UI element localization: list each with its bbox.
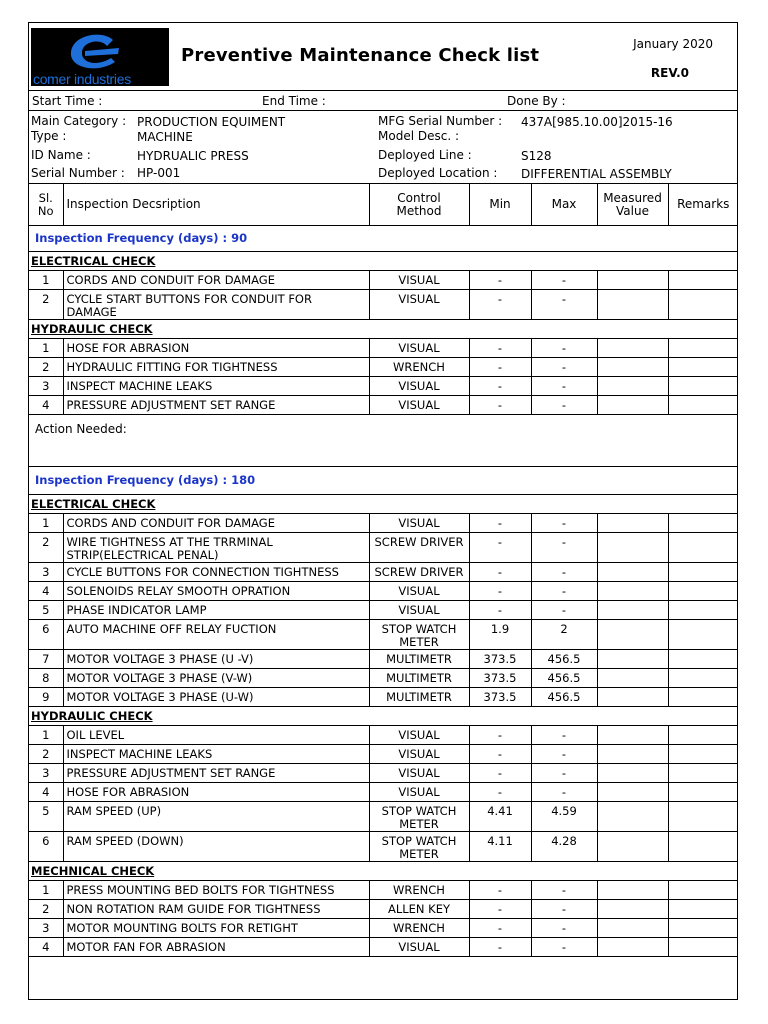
inspection-description: MOTOR MOUNTING BOLTS FOR RETIGHT — [63, 919, 369, 938]
max-value: 456.5 — [531, 688, 597, 707]
remarks-cell[interactable] — [668, 832, 738, 862]
inspection-description: CYCLE BUTTONS FOR CONNECTION TIGHTNESS — [63, 563, 369, 582]
inspection-frequency: Inspection Frequency (days) : 180 — [29, 467, 738, 495]
check-group-title: MECHNICAL CHECK — [29, 862, 738, 881]
deployed-location-label: Deployed Location : — [378, 166, 498, 180]
row-number: 4 — [29, 582, 63, 601]
checklist-row — [29, 783, 738, 802]
max-value: - — [531, 271, 597, 290]
checklist-sheet — [28, 22, 738, 1000]
control-method: MULTIMETR — [369, 669, 469, 688]
col-sl-no-line2: No — [37, 203, 54, 218]
col-sl-no-line1: Sl. — [38, 190, 53, 205]
max-value: - — [531, 881, 597, 900]
max-value: - — [531, 377, 597, 396]
measured-value-cell[interactable] — [597, 900, 668, 919]
remarks-cell[interactable] — [668, 900, 738, 919]
inspection-description: RAM SPEED (UP) — [63, 802, 369, 832]
max-value: 4.28 — [531, 832, 597, 862]
inspection-description: CORDS AND CONDUIT FOR DAMAGE — [63, 514, 369, 533]
end-time-label: End Time : — [262, 94, 326, 108]
checklist-row — [29, 726, 738, 745]
remarks-cell[interactable] — [668, 358, 738, 377]
checklist-row — [29, 764, 738, 783]
remarks-cell[interactable] — [668, 290, 738, 320]
row-number: 3 — [29, 919, 63, 938]
checklist-row — [29, 919, 738, 938]
min-value: 373.5 — [469, 669, 531, 688]
inspection-description: PRESSURE ADJUSTMENT SET RANGE — [63, 764, 369, 783]
measured-value-cell[interactable] — [597, 358, 668, 377]
control-method: VISUAL — [369, 601, 469, 620]
inspection-frequency: Inspection Frequency (days) : 90 — [29, 226, 738, 252]
inspection-description: WIRE TIGHTNESS AT THE TRRMINAL STRIP(ELECTRICAL PENAL) — [63, 533, 369, 563]
row-number: 9 — [29, 688, 63, 707]
max-value: 456.5 — [531, 650, 597, 669]
remarks-cell[interactable] — [668, 688, 738, 707]
measured-value-cell[interactable] — [597, 745, 668, 764]
row-number: 2 — [29, 745, 63, 764]
row-number: 4 — [29, 938, 63, 957]
remarks-cell[interactable] — [668, 764, 738, 783]
remarks-cell[interactable] — [668, 377, 738, 396]
inspection-description: SOLENOIDS RELAY SMOOTH OPRATION — [63, 582, 369, 601]
remarks-cell[interactable] — [668, 726, 738, 745]
remarks-cell[interactable] — [668, 620, 738, 650]
min-value: - — [469, 396, 531, 415]
measured-value-cell[interactable] — [597, 764, 668, 783]
row-number: 4 — [29, 783, 63, 802]
remarks-cell[interactable] — [668, 669, 738, 688]
check-group-header — [29, 707, 738, 726]
checklist-row — [29, 832, 738, 862]
checklist-row — [29, 620, 738, 650]
inspection-description: CORDS AND CONDUIT FOR DAMAGE — [63, 271, 369, 290]
check-group-title: HYDRAULIC CHECK — [29, 707, 738, 726]
min-value: 1.9 — [469, 620, 531, 650]
start-time-label: Start Time : — [32, 94, 103, 108]
document-date: January 2020 — [633, 37, 713, 51]
max-value: 456.5 — [531, 669, 597, 688]
max-value: - — [531, 582, 597, 601]
col-control-line2: Method — [396, 203, 442, 218]
control-method: VISUAL — [369, 514, 469, 533]
inspection-frequency-row — [29, 226, 738, 252]
type-value: MACHINE — [137, 130, 193, 144]
measured-value-cell[interactable] — [597, 726, 668, 745]
measured-value-cell[interactable] — [597, 832, 668, 862]
control-method: VISUAL — [369, 745, 469, 764]
row-number: 1 — [29, 881, 63, 900]
min-value: 4.11 — [469, 832, 531, 862]
logo-text: comer industries — [33, 71, 131, 86]
measured-value-cell[interactable] — [597, 601, 668, 620]
control-method: STOP WATCH METER — [369, 620, 469, 650]
min-value: - — [469, 339, 531, 358]
check-group-header — [29, 320, 738, 339]
control-method: VISUAL — [369, 726, 469, 745]
col-control-method — [369, 184, 469, 226]
checklist-row — [29, 802, 738, 832]
inspection-description: INSPECT MACHINE LEAKS — [63, 377, 369, 396]
min-value: 4.41 — [469, 802, 531, 832]
control-method: MULTIMETR — [369, 688, 469, 707]
check-group-header — [29, 495, 738, 514]
remarks-cell[interactable] — [668, 514, 738, 533]
col-inspection: Inspection Decsription — [63, 184, 369, 226]
check-group-header — [29, 252, 738, 271]
logo-swoosh-icon — [63, 32, 129, 72]
checklist-row — [29, 514, 738, 533]
col-sl-no — [29, 184, 63, 226]
measured-value-cell[interactable] — [597, 802, 668, 832]
remarks-cell[interactable] — [668, 802, 738, 832]
row-number: 1 — [29, 726, 63, 745]
serial-number-value: HP-001 — [137, 166, 181, 180]
control-method: ALLEN KEY — [369, 900, 469, 919]
inspection-frequency-row — [29, 467, 738, 495]
row-number: 2 — [29, 900, 63, 919]
row-number: 8 — [29, 669, 63, 688]
inspection-description: MOTOR VOLTAGE 3 PHASE (U-W) — [63, 688, 369, 707]
row-number: 1 — [29, 514, 63, 533]
min-value: - — [469, 881, 531, 900]
row-number: 4 — [29, 396, 63, 415]
inspection-description: RAM SPEED (DOWN) — [63, 832, 369, 862]
row-number: 3 — [29, 377, 63, 396]
remarks-cell[interactable] — [668, 650, 738, 669]
checklist-row — [29, 938, 738, 957]
control-method: VISUAL — [369, 377, 469, 396]
max-value: - — [531, 601, 597, 620]
remarks-cell[interactable] — [668, 881, 738, 900]
checklist-row — [29, 650, 738, 669]
max-value: - — [531, 726, 597, 745]
max-value: - — [531, 745, 597, 764]
inspection-description: HYDRAULIC FITTING FOR TIGHTNESS — [63, 358, 369, 377]
deployed-location-value: DIFFERENTIAL ASSEMBLY — [521, 167, 672, 181]
min-value: - — [469, 514, 531, 533]
deployed-line-label: Deployed Line : — [378, 148, 472, 162]
main-category-value: PRODUCTION EQUIMENT — [137, 115, 286, 129]
checklist-row — [29, 358, 738, 377]
inspection-description: MOTOR VOLTAGE 3 PHASE (V-W) — [63, 669, 369, 688]
remarks-cell[interactable] — [668, 271, 738, 290]
inspection-description: HOSE FOR ABRASION — [63, 783, 369, 802]
id-name-value: HYDRUALIC PRESS — [137, 149, 249, 163]
measured-value-cell[interactable] — [597, 620, 668, 650]
document-header — [29, 23, 737, 91]
control-method: VISUAL — [369, 339, 469, 358]
measured-value-cell[interactable] — [597, 650, 668, 669]
checklist-row — [29, 271, 738, 290]
inspection-description: AUTO MACHINE OFF RELAY FUCTION — [63, 620, 369, 650]
remarks-cell[interactable] — [668, 783, 738, 802]
row-number: 6 — [29, 620, 63, 650]
measured-value-cell[interactable] — [597, 919, 668, 938]
remarks-cell[interactable] — [668, 396, 738, 415]
checklist-row — [29, 745, 738, 764]
measured-value-cell[interactable] — [597, 271, 668, 290]
control-method: WRENCH — [369, 358, 469, 377]
min-value: - — [469, 726, 531, 745]
measured-value-cell[interactable] — [597, 533, 668, 563]
inspection-description: MOTOR VOLTAGE 3 PHASE (U -V) — [63, 650, 369, 669]
max-value: - — [531, 938, 597, 957]
min-value: 373.5 — [469, 688, 531, 707]
column-header-row — [29, 184, 738, 226]
action-needed-row — [29, 415, 738, 467]
done-by-label: Done By : — [507, 94, 566, 108]
col-remarks: Remarks — [668, 184, 738, 226]
measured-value-cell[interactable] — [597, 339, 668, 358]
max-value: 2 — [531, 620, 597, 650]
blank-footer-cell — [29, 957, 738, 997]
col-control-line1: Control — [397, 190, 441, 205]
measured-value-cell[interactable] — [597, 881, 668, 900]
min-value: - — [469, 271, 531, 290]
time-row — [29, 90, 737, 111]
company-logo — [31, 28, 169, 86]
remarks-cell[interactable] — [668, 582, 738, 601]
action-needed-field[interactable]: Action Needed: — [29, 415, 738, 467]
max-value: - — [531, 900, 597, 919]
measured-value-cell[interactable] — [597, 783, 668, 802]
row-number: 2 — [29, 533, 63, 563]
document-revision: REV.0 — [650, 66, 689, 80]
max-value: 4.59 — [531, 802, 597, 832]
measured-value-cell[interactable] — [597, 669, 668, 688]
row-number: 3 — [29, 563, 63, 582]
max-value: - — [531, 514, 597, 533]
checklist-row — [29, 396, 738, 415]
max-value: - — [531, 396, 597, 415]
measured-value-cell[interactable] — [597, 290, 668, 320]
row-number: 3 — [29, 764, 63, 783]
control-method: STOP WATCH METER — [369, 802, 469, 832]
row-number: 7 — [29, 650, 63, 669]
min-value: - — [469, 582, 531, 601]
checklist-row — [29, 533, 738, 563]
control-method: VISUAL — [369, 783, 469, 802]
col-measured-value — [597, 184, 668, 226]
check-group-title: HYDRAULIC CHECK — [29, 320, 738, 339]
row-number: 5 — [29, 601, 63, 620]
type-label: Type : — [31, 129, 67, 143]
checklist-row — [29, 688, 738, 707]
control-method: VISUAL — [369, 938, 469, 957]
measured-value-cell[interactable] — [597, 377, 668, 396]
min-value: - — [469, 938, 531, 957]
control-method: MULTIMETR — [369, 650, 469, 669]
inspection-description: HOSE FOR ABRASION — [63, 339, 369, 358]
remarks-cell[interactable] — [668, 533, 738, 563]
row-number: 5 — [29, 802, 63, 832]
row-number: 2 — [29, 358, 63, 377]
col-measured-line2: Value — [616, 203, 649, 218]
min-value: - — [469, 377, 531, 396]
mfg-serial-label: MFG Serial Number : — [378, 114, 503, 128]
min-value: - — [469, 900, 531, 919]
main-category-label: Main Category : — [31, 114, 127, 128]
col-min: Min — [469, 184, 531, 226]
control-method: WRENCH — [369, 881, 469, 900]
measured-value-cell[interactable] — [597, 582, 668, 601]
remarks-cell[interactable] — [668, 745, 738, 764]
checklist-row — [29, 900, 738, 919]
row-number: 1 — [29, 339, 63, 358]
inspection-description: PRESSURE ADJUSTMENT SET RANGE — [63, 396, 369, 415]
min-value: - — [469, 601, 531, 620]
max-value: - — [531, 290, 597, 320]
inspection-description: CYCLE START BUTTONS FOR CONDUIT FOR DAMAGE — [63, 290, 369, 320]
measured-value-cell[interactable] — [597, 396, 668, 415]
checklist-table — [29, 183, 738, 997]
min-value: - — [469, 358, 531, 377]
document-title: Preventive Maintenance Check list — [181, 45, 540, 66]
checklist-row — [29, 339, 738, 358]
remarks-cell[interactable] — [668, 563, 738, 582]
inspection-description: MOTOR FAN FOR ABRASION — [63, 938, 369, 957]
remarks-cell[interactable] — [668, 938, 738, 957]
check-group-header — [29, 862, 738, 881]
mfg-serial-value: 437A[985.10.00]2015-16 — [521, 115, 673, 129]
checklist-row — [29, 563, 738, 582]
measured-value-cell[interactable] — [597, 688, 668, 707]
control-method: WRENCH — [369, 919, 469, 938]
min-value: - — [469, 919, 531, 938]
check-group-title: ELECTRICAL CHECK — [29, 252, 738, 271]
remarks-cell[interactable] — [668, 601, 738, 620]
min-value: - — [469, 764, 531, 783]
max-value: - — [531, 919, 597, 938]
id-name-label: ID Name : — [31, 148, 91, 162]
max-value: - — [531, 358, 597, 377]
min-value: - — [469, 745, 531, 764]
control-method: VISUAL — [369, 764, 469, 783]
min-value: - — [469, 290, 531, 320]
inspection-description: PRESS MOUNTING BED BOLTS FOR TIGHTNESS — [63, 881, 369, 900]
checklist-table-body — [29, 184, 738, 997]
measured-value-cell[interactable] — [597, 938, 668, 957]
max-value: - — [531, 533, 597, 563]
deployed-line-value: S128 — [521, 149, 552, 163]
control-method: SCREW DRIVER — [369, 533, 469, 563]
control-method: STOP WATCH METER — [369, 832, 469, 862]
row-number: 2 — [29, 290, 63, 320]
remarks-cell[interactable] — [668, 919, 738, 938]
check-group-title: ELECTRICAL CHECK — [29, 495, 738, 514]
max-value: - — [531, 563, 597, 582]
serial-number-label: Serial Number : — [31, 166, 125, 180]
checklist-row — [29, 377, 738, 396]
min-value: 373.5 — [469, 650, 531, 669]
max-value: - — [531, 339, 597, 358]
remarks-cell[interactable] — [668, 339, 738, 358]
row-number: 6 — [29, 832, 63, 862]
col-measured-line1: Measured — [603, 190, 662, 205]
model-desc-label: Model Desc. : — [378, 129, 459, 143]
inspection-description: NON ROTATION RAM GUIDE FOR TIGHTNESS — [63, 900, 369, 919]
inspection-description: PHASE INDICATOR LAMP — [63, 601, 369, 620]
max-value: - — [531, 764, 597, 783]
checklist-row — [29, 290, 738, 320]
control-method: VISUAL — [369, 582, 469, 601]
measured-value-cell[interactable] — [597, 514, 668, 533]
min-value: - — [469, 563, 531, 582]
measured-value-cell[interactable] — [597, 563, 668, 582]
col-max: Max — [531, 184, 597, 226]
checklist-row — [29, 881, 738, 900]
checklist-row — [29, 582, 738, 601]
max-value: - — [531, 783, 597, 802]
control-method: SCREW DRIVER — [369, 563, 469, 582]
blank-footer-row — [29, 957, 738, 997]
inspection-description: INSPECT MACHINE LEAKS — [63, 745, 369, 764]
control-method: VISUAL — [369, 290, 469, 320]
min-value: - — [469, 783, 531, 802]
min-value: - — [469, 533, 531, 563]
control-method: VISUAL — [369, 396, 469, 415]
inspection-description: OIL LEVEL — [63, 726, 369, 745]
checklist-row — [29, 669, 738, 688]
row-number: 1 — [29, 271, 63, 290]
control-method: VISUAL — [369, 271, 469, 290]
checklist-row — [29, 601, 738, 620]
